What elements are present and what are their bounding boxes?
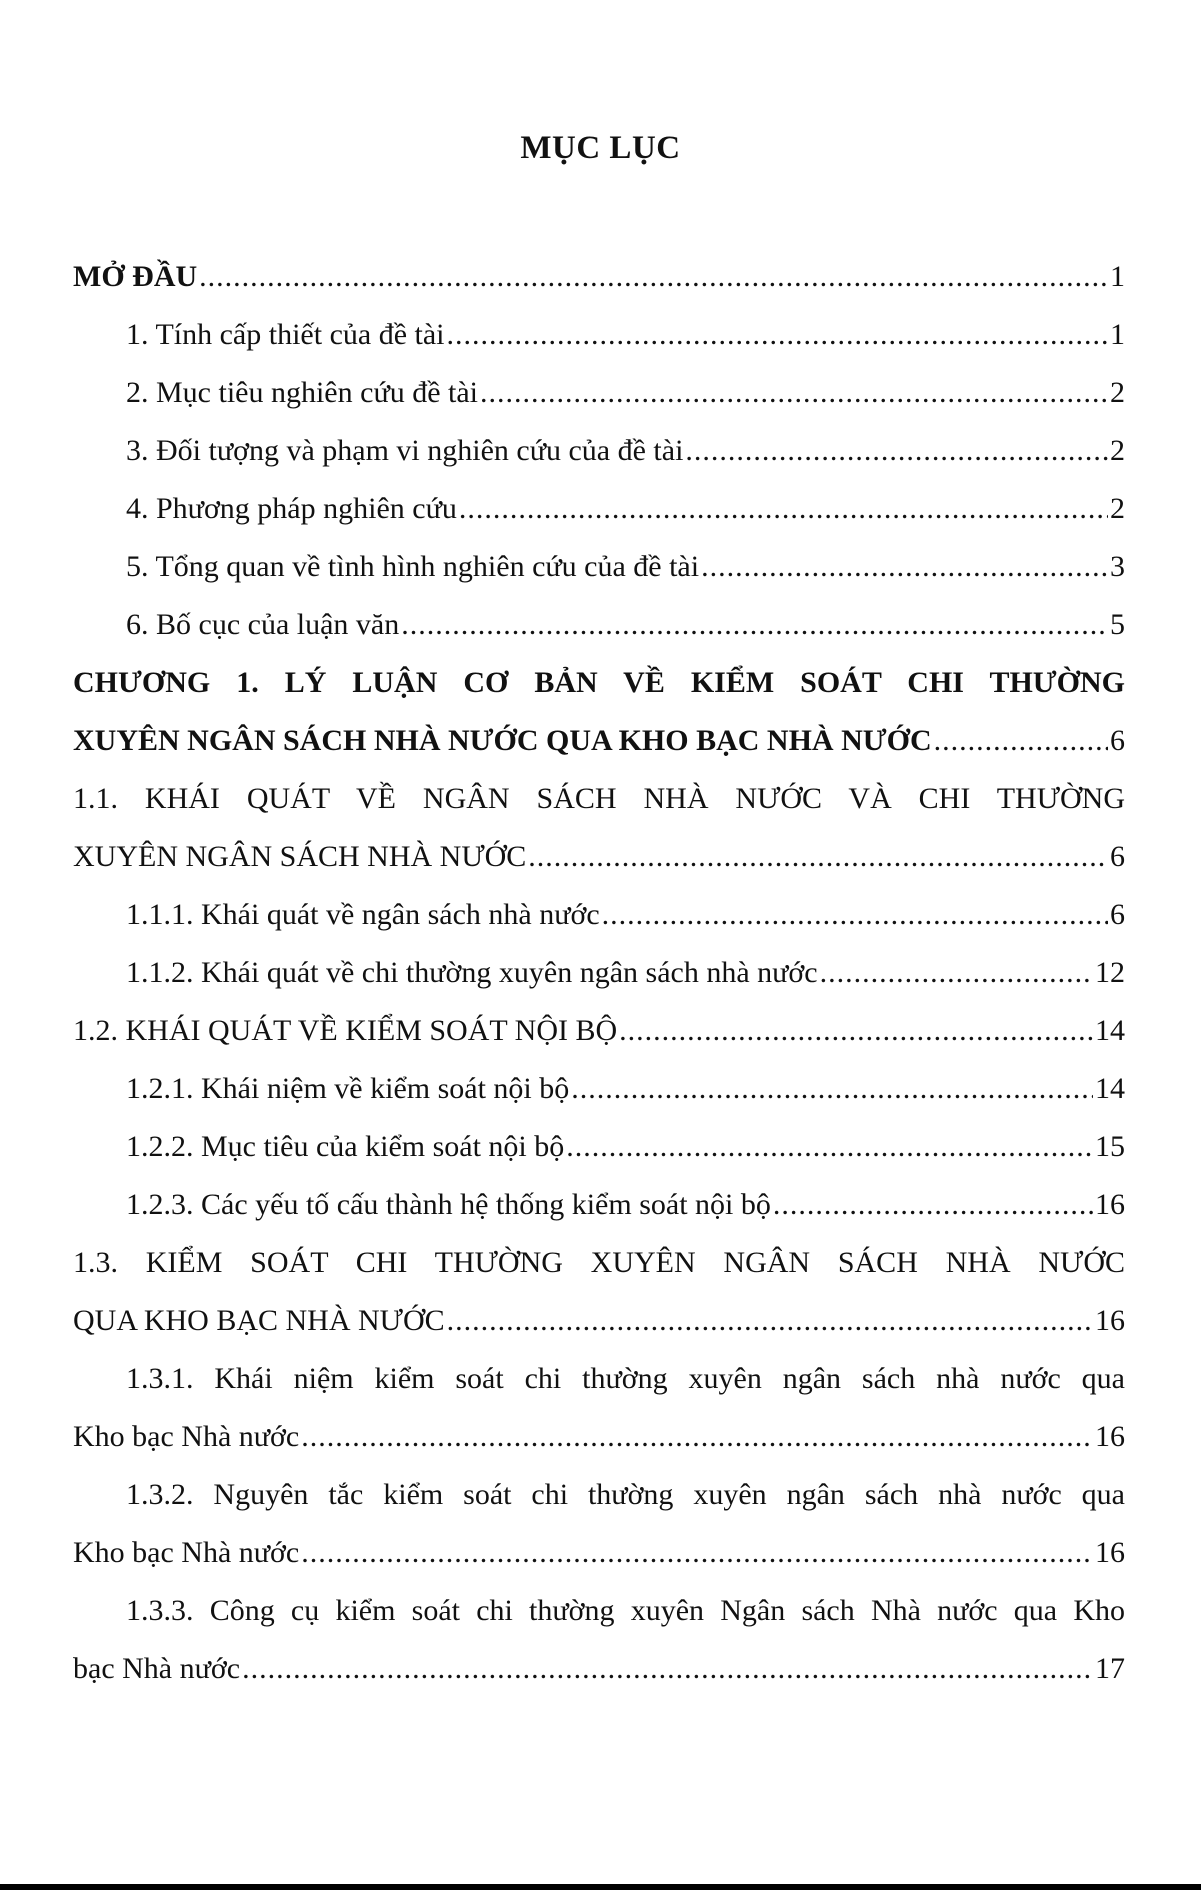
- toc-entry-text: Kho bạc Nhà nước: [73, 1420, 300, 1453]
- toc-page-number: 3: [1110, 550, 1125, 583]
- toc-entry-line1[interactable]: 1.3.1. Khái niệm kiểm soát chi thường xuyên ngân sách nhà nước qua: [126, 1362, 1125, 1395]
- toc-entry-line1[interactable]: 1.3.2. Nguyên tắc kiểm soát chi thường xuyên ngân sách nhà nước qua: [126, 1478, 1125, 1511]
- toc-page-number: 14: [1095, 1014, 1125, 1047]
- dot-leader: [480, 364, 1108, 422]
- toc-entry[interactable]: [73, 306, 1125, 364]
- toc-entry[interactable]: [73, 364, 1125, 422]
- toc-entry[interactable]: [73, 1060, 1125, 1118]
- toc-page-number: 17: [1095, 1652, 1125, 1685]
- toc-page-number: 2: [1110, 492, 1125, 525]
- dot-leader: [401, 596, 1108, 654]
- toc-entry-line1[interactable]: CHƯƠNG 1. LÝ LUẬN CƠ BẢN VỀ KIỂM SOÁT CHI THƯỜNG: [73, 666, 1125, 699]
- toc-entry[interactable]: [73, 480, 1125, 538]
- toc-page-number: 1: [1110, 318, 1125, 351]
- toc-entry[interactable]: [73, 1118, 1125, 1176]
- dot-leader: [528, 828, 1108, 886]
- toc-entry-text: MỞ ĐẦU: [73, 260, 198, 293]
- toc-entry-line1[interactable]: 1.3.3. Công cụ kiểm soát chi thường xuyên Ngân sách Nhà nước qua Kho: [126, 1594, 1125, 1627]
- dot-leader: [685, 422, 1108, 480]
- toc-entry-text: 1.1.2. Khái quát về chi thường xuyên ngân sách nhà nước: [126, 956, 818, 989]
- toc-entry-text: bạc Nhà nước: [73, 1652, 241, 1685]
- toc-page-number: 16: [1095, 1536, 1125, 1569]
- toc-entry-line1[interactable]: 1.3. KIỂM SOÁT CHI THƯỜNG XUYÊN NGÂN SÁCH NHÀ NƯỚC: [73, 1246, 1125, 1279]
- toc-entry[interactable]: [73, 1002, 1125, 1060]
- toc-entry-text: 1. Tính cấp thiết của đề tài: [126, 318, 445, 351]
- toc-entry[interactable]: [73, 1408, 1125, 1466]
- dot-leader: [602, 886, 1108, 944]
- toc-entry[interactable]: [73, 828, 1125, 886]
- dot-leader: [199, 248, 1108, 306]
- toc-entry[interactable]: [73, 1176, 1125, 1234]
- toc-entry-text: 6. Bố cục của luận văn: [126, 608, 400, 641]
- toc-entry-text: XUYÊN NGÂN SÁCH NHÀ NƯỚC: [73, 840, 527, 873]
- toc-entry-text: Kho bạc Nhà nước: [73, 1536, 300, 1569]
- toc-page-number: 14: [1095, 1072, 1125, 1105]
- dot-leader: [619, 1002, 1093, 1060]
- dot-leader: [820, 944, 1093, 1002]
- dot-leader: [701, 538, 1108, 596]
- toc-page-number: 6: [1110, 840, 1125, 873]
- toc-entry-text: QUA KHO BẠC NHÀ NƯỚC: [73, 1304, 445, 1337]
- toc-entry-text: 2. Mục tiêu nghiên cứu đề tài: [126, 376, 479, 409]
- bottom-border: [0, 1884, 1201, 1890]
- toc-entry[interactable]: [73, 596, 1125, 654]
- dot-leader: [447, 1292, 1093, 1350]
- toc-page-number: 15: [1095, 1130, 1125, 1163]
- dot-leader: [566, 1118, 1093, 1176]
- toc-page-number: 5: [1110, 608, 1125, 641]
- dot-leader: [459, 480, 1108, 538]
- page-title: MỤC LỤC: [520, 130, 681, 166]
- toc-entry[interactable]: [73, 944, 1125, 1002]
- dot-leader: [301, 1524, 1093, 1582]
- toc-page-number: 1: [1110, 260, 1125, 293]
- toc-entry-text: 1.1.1. Khái quát về ngân sách nhà nước: [126, 898, 600, 931]
- dot-leader: [242, 1640, 1093, 1698]
- toc-entry-text: 3. Đối tượng và phạm vi nghiên cứu của đề tài: [126, 434, 684, 467]
- dot-leader: [301, 1408, 1093, 1466]
- toc-entry-text: 1.2.1. Khái niệm về kiểm soát nội bộ: [126, 1072, 570, 1105]
- toc-page-number: 12: [1095, 956, 1125, 989]
- toc-entry-line1[interactable]: 1.1. KHÁI QUÁT VỀ NGÂN SÁCH NHÀ NƯỚC VÀ CHI THƯỜNG: [73, 782, 1125, 815]
- dot-leader: [447, 306, 1108, 364]
- toc-entry[interactable]: [73, 248, 1125, 306]
- toc-entry[interactable]: [73, 422, 1125, 480]
- toc-page-number: 16: [1095, 1420, 1125, 1453]
- toc-entry[interactable]: [73, 538, 1125, 596]
- table-of-contents: [73, 248, 1125, 1698]
- toc-entry-text: 1.2.2. Mục tiêu của kiểm soát nội bộ: [126, 1130, 565, 1163]
- toc-page-number: 6: [1110, 724, 1125, 757]
- toc-page-number: 6: [1110, 898, 1125, 931]
- toc-entry-text: XUYÊN NGÂN SÁCH NHÀ NƯỚC QUA KHO BẠC NHÀ NƯỚC: [73, 724, 932, 757]
- dot-leader: [934, 712, 1108, 770]
- toc-page-number: 2: [1110, 376, 1125, 409]
- toc-entry-text: 1.2.3. Các yếu tố cấu thành hệ thống kiểm soát nội bộ: [126, 1188, 771, 1221]
- dot-leader: [571, 1060, 1093, 1118]
- toc-entry[interactable]: [73, 712, 1125, 770]
- toc-entry[interactable]: [73, 1640, 1125, 1698]
- toc-page-number: 2: [1110, 434, 1125, 467]
- toc-entry-text: 4. Phương pháp nghiên cứu: [126, 492, 457, 525]
- toc-page-number: 16: [1095, 1188, 1125, 1221]
- toc-entry-text: 5. Tổng quan về tình hình nghiên cứu của đề tài: [126, 550, 700, 583]
- toc-page-number: 16: [1095, 1304, 1125, 1337]
- toc-entry[interactable]: [73, 886, 1125, 944]
- toc-entry[interactable]: [73, 1524, 1125, 1582]
- toc-entry[interactable]: [73, 1292, 1125, 1350]
- toc-entry-text: 1.2. KHÁI QUÁT VỀ KIỂM SOÁT NỘI BỘ: [73, 1014, 618, 1047]
- dot-leader: [773, 1176, 1093, 1234]
